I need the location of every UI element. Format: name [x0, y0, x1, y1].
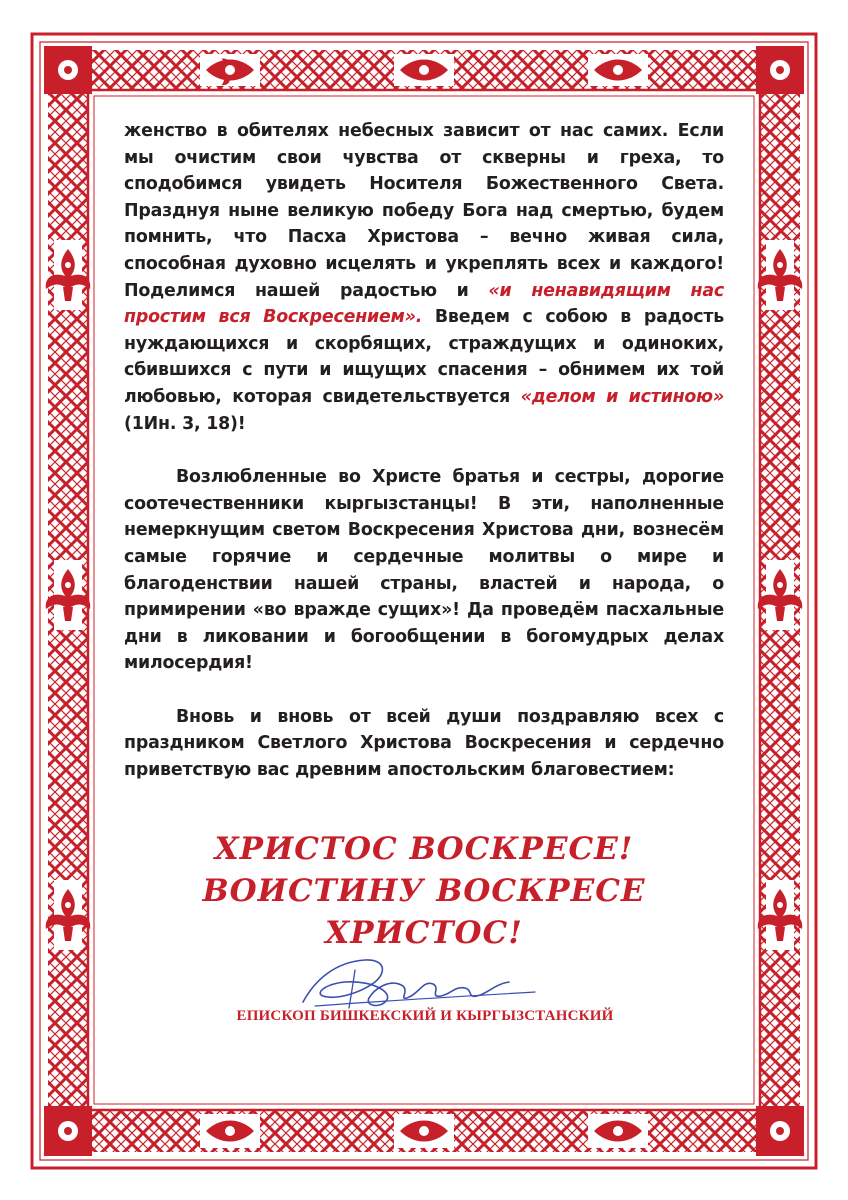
quote-deed-truth: «делом и истиною» [520, 386, 724, 407]
paragraph-3 [124, 704, 724, 784]
paragraph-2-text: Возлюбленные во Христе братья и сестры, дорогие соотечественники кыргызстанцы! В эти, наполненные немеркнущим светом Воскресения Христова дни, вознесём самые горячие и сердечные молитвы о мире и благоденствии нашей страны, властей и народа, о примирении «во вражде сущих»! Да проведём пасхальные дни в ликовании и богообщении в богомудрых делах милосердия! [124, 467, 724, 674]
paragraph-3-text: Вновь и вновь от всей души поздравляю всех с праздником Светлого Христова Воскресения и сердечно приветствую вас древним апостольским благовестием: [124, 706, 724, 781]
paragraph-1 [124, 118, 724, 437]
paragraph-1-run-1: женство в обителях небесных зависит от нас самих. Если мы очистим свои чувства от скверны и греха, то сподобимся увидеть Носителя Божественного Света. Празднуя ныне великую победу Бога над смертью, будем помнить, что Пасха Христова – вечно живая сила, способная духовно исцелять и укреплять всех и каждого! Поделимся нашей радостью и [124, 121, 724, 301]
signature-title: ЕПИСКОП БИШКЕКСКИЙ И КЫРГЫЗСТАНСКИЙ [236, 1008, 614, 1024]
paragraph-2 [124, 464, 724, 677]
letter-body [124, 118, 724, 784]
greeting-line-1: ХРИСТОС ВОСКРЕСЕ! [214, 831, 634, 867]
easter-greeting [124, 828, 724, 954]
scripture-reference: (1Ин. 3, 18)! [124, 413, 246, 434]
greeting-line-2: ВОИСТИНУ ВОСКРЕСЕ ХРИСТОС! [202, 873, 646, 951]
quote-forgive: «и ненавидящим нас простим вся Воскресением». [124, 280, 724, 328]
paragraph-1-run-3: Введем с собою в радость нуждающихся и скорбящих, страждущих и одиноких, сбившихся с пути и ищущих спасения – обнимем их той любовью, которая свидетельствуется [124, 307, 724, 407]
